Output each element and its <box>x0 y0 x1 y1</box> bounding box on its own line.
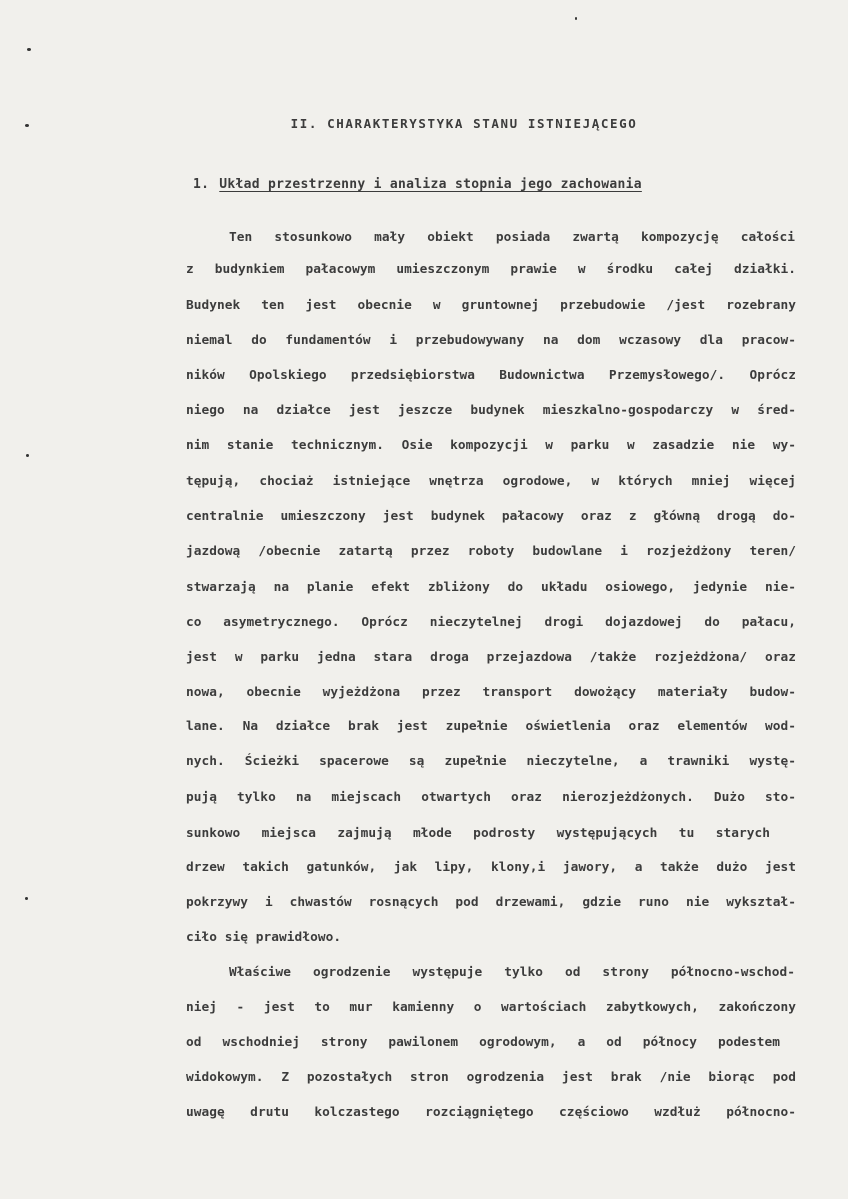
body-line: nych. Ścieżki spacerowe są zupełnie nieczytelne, a trawniki wystę- <box>186 754 796 769</box>
body-line: jest w parku jedna stara droga przejazdowa /także rozjeżdżona/ oraz <box>186 650 796 665</box>
body-line: lane. Na działce brak jest zupełnie oświetlenia oraz elementów wod- <box>186 719 796 734</box>
body-line: tępują, chociaż istniejące wnętrza ogrodowe, w których mniej więcej <box>186 474 796 489</box>
body-line: niego na działce jest jeszcze budynek mieszkalno-gospodarczy w śred- <box>186 403 796 418</box>
scan-speck-mark <box>26 454 29 457</box>
body-line: centralnie umieszczony jest budynek pałacowy oraz z główną drogą do- <box>186 509 796 524</box>
scan-speck-mark <box>575 17 577 20</box>
section-number: 1. <box>193 177 210 192</box>
body-line: niemal do fundamentów i przebudowywany na dom wczasowy dla pracow- <box>186 333 796 348</box>
body-line: drzew takich gatunków, jak lipy, klony,i jawory, a także dużo jest <box>186 860 796 875</box>
body-line: pują tylko na miejscach otwartych oraz nierozjeżdżonych. Dużo sto- <box>186 790 796 805</box>
body-line: co asymetrycznego. Oprócz nieczytelnej drogi dojazdowej do pałacu, <box>186 615 796 630</box>
body-line: uwagę drutu kolczastego rozciągniętego częściowo wzdłuż północno- <box>186 1105 796 1120</box>
body-line: nowa, obecnie wyjeżdżona przez transport dowożący materiały budow- <box>186 685 796 700</box>
body-line: niej - jest to mur kamienny o wartościach zabytkowych, zakończony <box>186 1000 796 1015</box>
section-heading-text: Układ przestrzenny i analiza stopnia jego zachowania <box>219 177 642 192</box>
body-line: Ten stosunkowo mały obiekt posiada zwartą kompozycję całości <box>229 230 795 245</box>
body-line: widokowym. Z pozostałych stron ogrodzenia jest brak /nie biorąc pod <box>186 1070 796 1085</box>
body-line: Budynek ten jest obecnie w gruntownej przebudowie /jest rozebrany <box>186 298 796 313</box>
body-line: ciło się prawidłowo. <box>186 930 342 945</box>
scan-speck-mark <box>25 897 28 900</box>
body-line: stwarzają na planie efekt zbliżony do układu osiowego, jedynie nie- <box>186 580 796 595</box>
body-line: nim stanie technicznym. Osie kompozycji w parku w zasadzie nie wy- <box>186 438 796 453</box>
body-line: jazdową /obecnie zatartą przez roboty budowlane i rozjeżdżony teren/ <box>186 544 796 559</box>
section-heading <box>193 177 642 192</box>
scan-speck-mark <box>27 48 31 51</box>
body-line: z budynkiem pałacowym umieszczonym prawie w środku całej działki. <box>186 262 796 277</box>
body-line: ników Opolskiego przedsiębiorstwa Budownictwa Przemysłowego/. Oprócz <box>186 368 796 383</box>
body-line: od wschodniej strony pawilonem ogrodowym, a od północy podestem <box>186 1035 780 1050</box>
page-title: II. CHARAKTERYSTYKA STANU ISTNIEJĄCEGO <box>290 116 638 131</box>
body-line: sunkowo miejsca zajmują młode podrosty występujących tu starych <box>186 826 770 841</box>
body-line: Właściwe ogrodzenie występuje tylko od strony północno-wschod- <box>229 965 795 980</box>
body-line: pokrzywy i chwastów rosnących pod drzewami, gdzie runo nie wykształ- <box>186 895 796 910</box>
